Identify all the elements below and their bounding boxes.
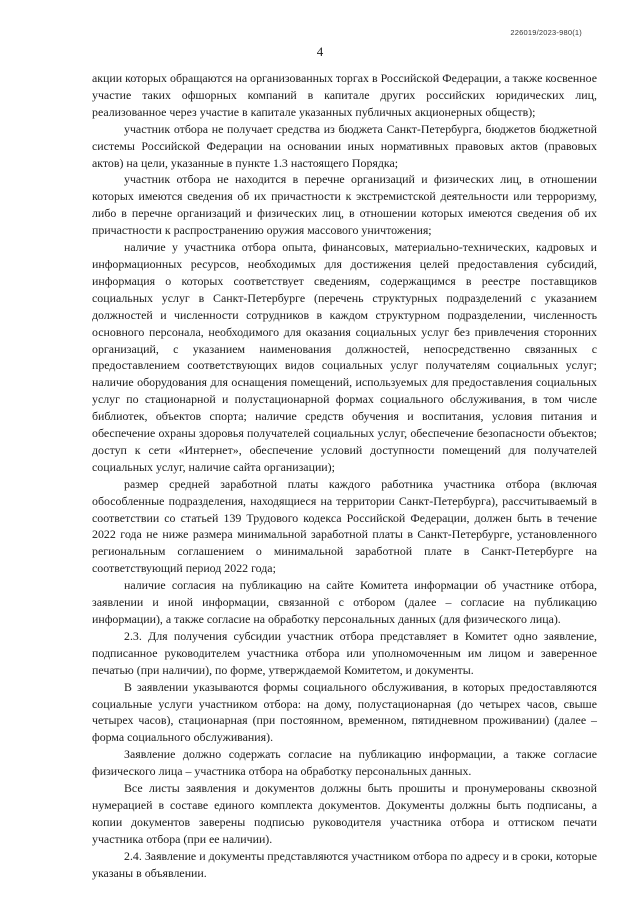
paragraph: наличие согласия на публикацию на сайте Комитета информации об участнике отбора, заявлении и иной информации, связанной с отбором (далее – согласие на публикацию информации), а также согласие на обработку персональных данных (для физического лица). (92, 578, 597, 626)
page-number: 4 (316, 44, 324, 59)
paragraph: 2.3. Для получения субсидии участник отбора представляет в Комитет одно заявление, подписанное руководителем участника отбора или уполномоченным им лицом и заверенное печатью (при наличии), по форме, утверждаемой Комитетом, и документы. (92, 628, 597, 677)
paragraph: размер средней заработной платы каждого работника участника отбора (включая обособленные подразделения, находящиеся на территории Санкт-Петербурга), рассчитываемый в соответствии со статьей 139 Трудового кодекса Российской Федерации, должен быть в течение 2022 года не ниже размера минимальной заработной платы в Санкт-Петербурге, установленного региональным соглашением о минимальной заработной плате в Санкт-Петербурге на соответствующий период 2022 года; (92, 476, 597, 576)
paragraph: Все листы заявления и документов должны быть прошиты и пронумерованы сквозной нумерацией в составе единого комплекта документов. Документы должны быть подписаны, а копии документов заверены подписью руководителя участника отбора и оттиском печати участника отбора (при ее наличии). (92, 781, 597, 846)
paragraph: 2.4. Заявление и документы представляются участником отбора по адресу и в сроки, которые указаны в объявлении. (92, 848, 597, 880)
paragraph: Заявление должно содержать согласие на публикацию информации, а также согласие физического лица – участника отбора на обработку персональных данных. (92, 747, 597, 779)
paragraph: акции которых обращаются на организованных торгах в Российской Федерации, а также косвенное участие таких офшорных компаний в капитале других российских юридических лиц, реализованное через участие в капитале указанных публичных акционерных обществ); (92, 71, 597, 119)
paragraph: участник отбора не находится в перечне организаций и физических лиц, в отношении которых имеются сведения об их причастности к экстремистской деятельности или терроризму, либо в перечне организаций и физических лиц, в отношении которых имеются сведения об их причастности к распространению оружия массового уничтожения; (92, 172, 597, 238)
paragraph: наличие у участника отбора опыта, финансовых, материально-технических, кадровых и информационных ресурсов, необходимых для достижения целей предоставления субсидий, информация о которых соответствует сведениям, содержащимся в реестре поставщиков социальных услуг в Санкт-Петербурге (перечень структурных подразделений с указанием должностей и численности сотрудников в каждом структурном подразделении, численность основного персонала, необходимого для оказания социальных услуг без привлечения сторонних организаций, с указанием наименования должностей, непосредственно связанных с предоставлением соответствующих видов социальных услуг получателям социальных услуг; наличие оборудования для оснащения помещений, используемых для предоставления социальных услуг по стационарной и полустационарной формах социального обслуживания, в том числе библиотек, объектов спорта; наличие средств обучения и воспитания, условия питания и обеспечение охраны здоровья получателей социальных услуг, обеспечение безопасности объектов; доступ к сети «Интернет», обеспечение условий доступности помещений для получателей социальных услуг, наличие сайта организации); (92, 240, 597, 474)
paragraph: В заявлении указываются формы социального обслуживания, в которых предоставляются социальные услуги участником отбора: на дому, полустационарная (до четырех часов, свыше четырех часов), стационарная (при постоянном, временном, пятидневном проживании) (далее – форма социального обслуживания). (92, 679, 597, 745)
document-id: 226019/2023-980(1) (510, 28, 582, 37)
paragraph: участник отбора не получает средства из бюджета Санкт-Петербурга, бюджетов бюджетной системы Российской Федерации на основании иных нормативных правовых актов (правовых актов) на цели, указанные в пункте 1.3 настоящего Порядка; (92, 121, 597, 170)
document-body (92, 70, 597, 882)
